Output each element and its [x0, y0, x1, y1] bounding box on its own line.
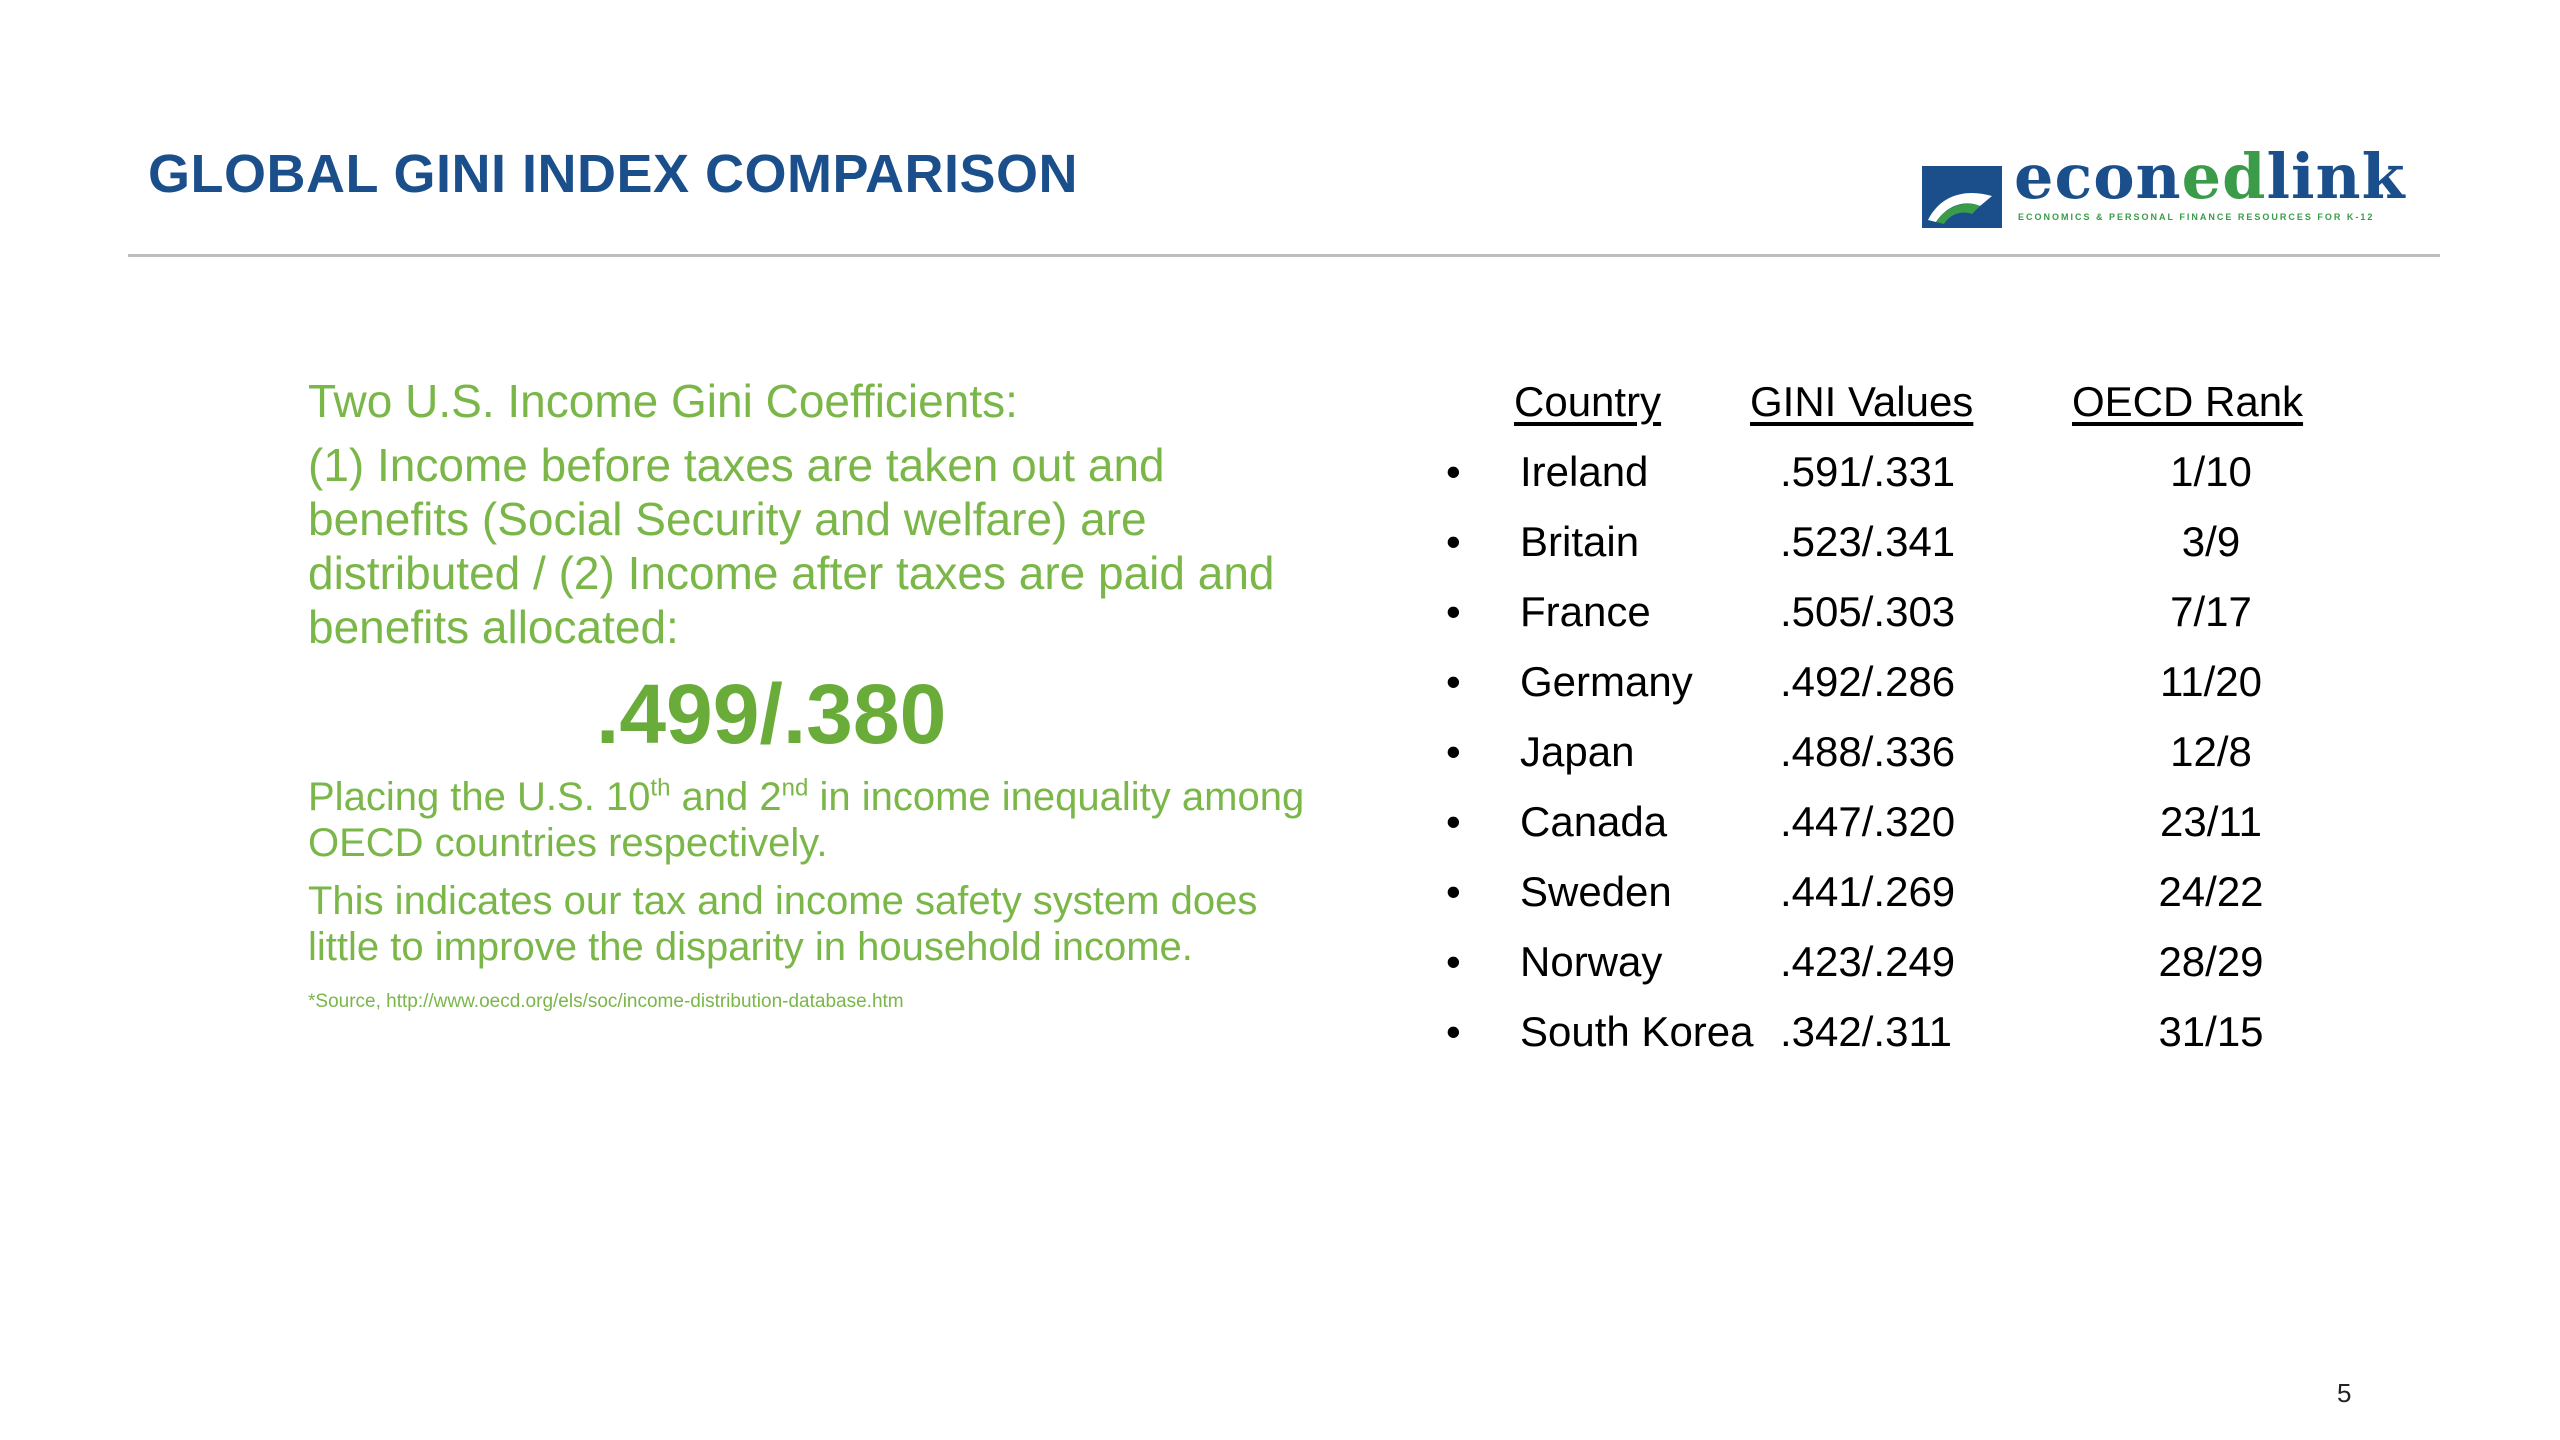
cell-gini: .488/.336: [1780, 728, 1956, 775]
bullet-icon: •: [1446, 938, 1461, 985]
cell-country: Sweden: [1520, 868, 1672, 915]
table-row: [1446, 938, 2346, 1008]
table-body: [1446, 448, 2346, 1078]
logo-word-econ: econ: [2014, 140, 2182, 213]
cell-gini: .441/.269: [1780, 868, 1956, 915]
cell-country: Ireland: [1520, 448, 1649, 495]
cell-country: France: [1520, 588, 1651, 635]
gini-comparison-table: [1446, 378, 2346, 1078]
cell-gini: .523/.341: [1780, 518, 1956, 565]
cell-rank: 1/10: [2170, 448, 2252, 495]
table-row: [1446, 518, 2346, 588]
summary-subtitle: Two U.S. Income Gini Coefficients:: [308, 375, 1018, 427]
source-note: *Source, http://www.oecd.org/els/soc/income-distribution-database.htm: [308, 991, 904, 1012]
cell-rank: 3/9: [2181, 518, 2241, 565]
table-row: [1446, 868, 2346, 938]
placing-sup-2: nd: [781, 774, 809, 802]
cell-country: Britain: [1520, 518, 1640, 565]
cell-gini: .492/.286: [1780, 658, 1956, 705]
logo-wordmark: [2014, 140, 2406, 213]
cell-gini: .447/.320: [1780, 798, 1956, 845]
table-row: [1446, 728, 2346, 798]
placing-sup-1: th: [650, 774, 671, 802]
cell-gini: .342/.311: [1780, 1008, 1953, 1055]
cell-gini: .591/.331: [1780, 448, 1956, 495]
header-gini: GINI Values: [1750, 378, 1974, 425]
table-row: [1446, 658, 2346, 728]
cell-rank: 24/22: [2158, 868, 2264, 915]
cell-rank: 7/17: [2170, 588, 2252, 635]
us-gini-summary: [308, 372, 1308, 1014]
header-country: Country: [1514, 378, 1662, 425]
bullet-icon: •: [1446, 588, 1461, 635]
slide-title: GLOBAL GINI INDEX COMPARISON: [148, 144, 1079, 204]
bullet-icon: •: [1446, 448, 1461, 495]
logo-word-ed: ed: [2181, 140, 2267, 213]
placing-text-1: Placing the U.S. 10: [308, 775, 651, 819]
bullet-icon: •: [1446, 798, 1461, 845]
cell-rank: 28/29: [2158, 938, 2264, 985]
title-divider: [128, 254, 2440, 257]
cell-rank: 12/8: [2170, 728, 2252, 775]
bullet-icon: •: [1446, 868, 1461, 915]
logo-tagline: ECONOMICS & PERSONAL FINANCE RESOURCES FOR K-12: [2018, 212, 2375, 222]
cell-country: Norway: [1520, 938, 1663, 985]
cell-gini: .505/.303: [1780, 588, 1956, 635]
page-number: 5: [2337, 1378, 2352, 1408]
logo-mark-icon: [1922, 166, 2002, 228]
table-row: [1446, 588, 2346, 658]
cell-gini: .423/.249: [1780, 938, 1956, 985]
summary-definition: (1) Income before taxes are taken out and benefits (Social Security and welfare) are distributed / (2) Income after taxes are paid and benefits allocated:: [308, 439, 1275, 653]
summary-placing: [308, 774, 1308, 866]
bullet-icon: •: [1446, 728, 1461, 775]
cell-rank: 23/11: [2160, 798, 2262, 845]
table-header: [1446, 378, 2346, 448]
cell-rank: 11/20: [2160, 658, 2262, 705]
logo-word-link: link: [2266, 140, 2406, 213]
bullet-icon: •: [1446, 518, 1461, 565]
bullet-icon: •: [1446, 1008, 1461, 1055]
cell-rank: 31/15: [2158, 1008, 2264, 1055]
table-row: [1446, 798, 2346, 868]
summary-indication: This indicates our tax and income safety system does little to improve the disparity in household income.: [308, 879, 1258, 969]
econedlink-logo: [1922, 140, 2442, 232]
us-gini-value: .499/.380: [596, 667, 947, 761]
cell-country: Canada: [1520, 798, 1668, 845]
bullet-icon: •: [1446, 658, 1461, 705]
cell-country: Japan: [1520, 728, 1635, 775]
cell-country: South Korea: [1520, 1008, 1754, 1055]
placing-text-2: and 2: [670, 775, 782, 819]
cell-country: Germany: [1520, 658, 1693, 705]
header-rank: OECD Rank: [2072, 378, 2304, 425]
table-row: [1446, 1008, 2346, 1078]
table-row: [1446, 448, 2346, 518]
placing-text-3: in income inequality among OECD countries respectively.: [308, 775, 1305, 865]
